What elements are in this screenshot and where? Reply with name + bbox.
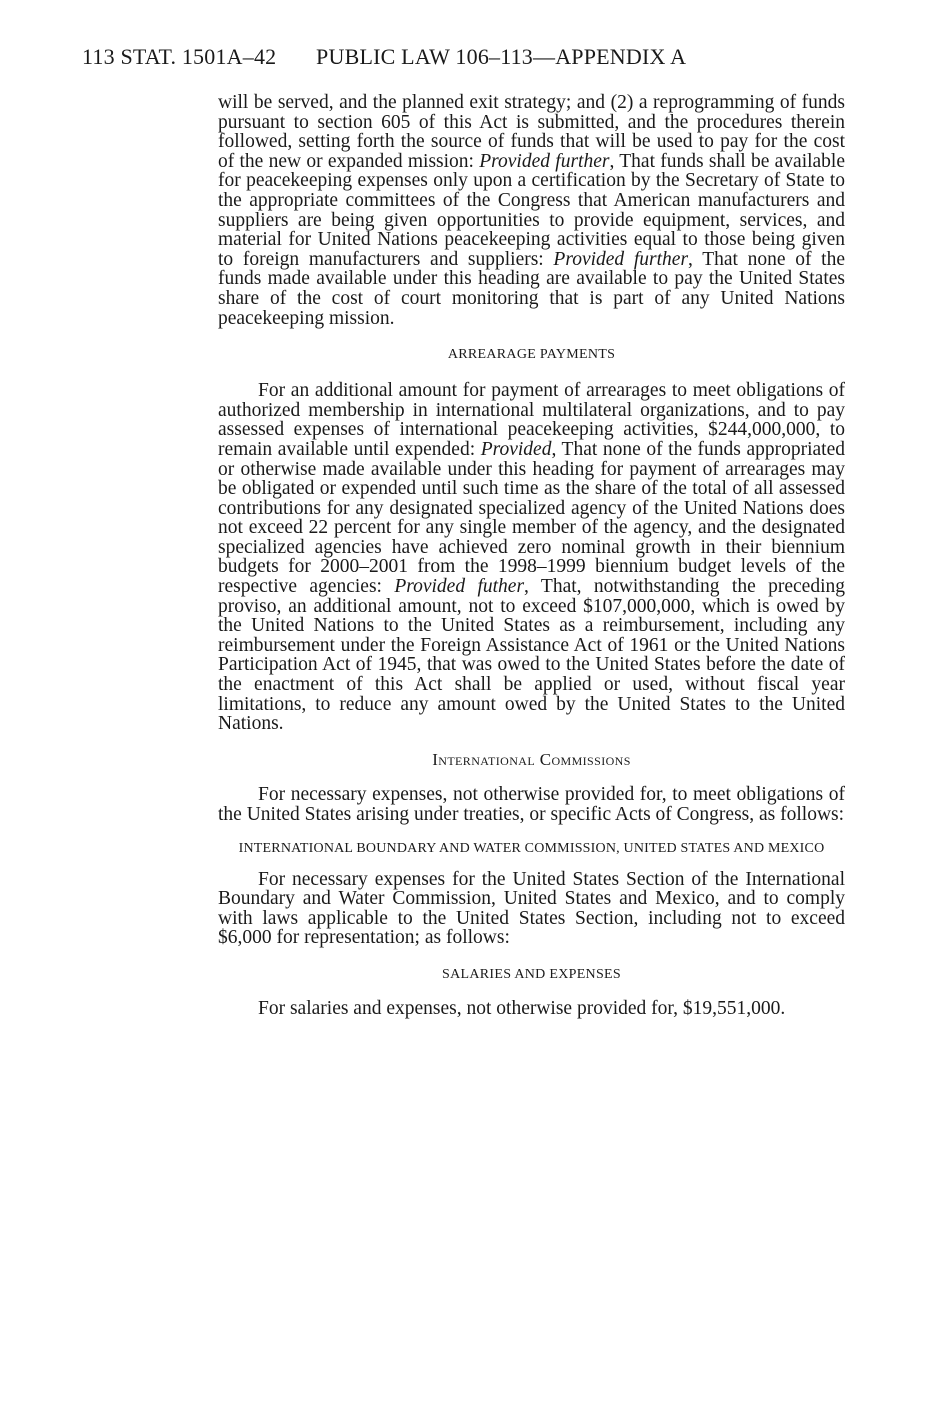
running-header bbox=[82, 44, 686, 70]
italic-run: Provided further bbox=[553, 248, 689, 270]
text-run: , That funds shall be available for peacekeeping expenses only upon a certification by the Secretary of State to the appropriate committees of the Congress that American manufacturers and suppliers are being given opportunities to provide equipment, services, and material for United Nations peacekeeping activities equal to those being given to foreign manufacturers and suppliers: bbox=[218, 150, 846, 270]
law-title: PUBLIC LAW 106–113—APPENDIX A bbox=[316, 44, 687, 69]
italic-run: Provided further bbox=[479, 150, 610, 172]
text-run: , That, notwithstanding the preceding proviso, an additional amount, not to exceed $107,000,000, which is owed by the United Nations to the United States as a reimbursement, including any reimbursement under the Foreign Assistance Act of 1961 or the United Nations Participation Act of 1945, that was owed to the United States before the date of the enactment of this Act shall be applied or used, without fiscal year limitations, to reduce any amount owed by the United States to the United Nations. bbox=[218, 576, 845, 735]
continued-paragraph bbox=[218, 93, 845, 328]
heading-international-commissions: International Commissions bbox=[432, 749, 631, 769]
heading-arrearage-payments: ARREARAGE PAYMENTS bbox=[447, 347, 616, 363]
italic-run: Provided futher bbox=[394, 576, 525, 598]
salaries-paragraph: For salaries and expenses, not otherwise provided for, $19,551,000. bbox=[258, 997, 786, 1019]
text-run: , That none of the funds appropriated or otherwise made available under this heading for payment of arrearages may be obligated or expended until such time as the share of the total of all assessed contributions for any designated specialized agency of the United Nations does not exceed 22 percent for any single member of the agency, and the designated specialized agencies have achieved zero nominal growth in their biennium budgets for 2000–2001 from the 1998–1999 biennium budget levels of the respective agencies: bbox=[218, 438, 845, 598]
text-run: will be served, and the planned exit strategy; and (2) a reprogramming of funds pursuant to section 605 of this Act is submitted, and the procedures therein followed, setting forth the source of funds that will be used to pay for the cost of the new or expanded mission: bbox=[218, 92, 845, 172]
text-run: , That none of the funds made available under this heading are available to pay the United States share of the cost of court monitoring that is part of any United Nations peacekeeping mission. bbox=[218, 248, 845, 329]
statute-citation: 113 STAT. 1501A–42 bbox=[82, 44, 277, 69]
text-run: For an additional amount for payment of arrearages to meet obligations of authorized membership in international multilateral organizations, and to pay assessed expenses of international peacekeeping activities, $244,000,000, to remain available until expended: bbox=[218, 380, 845, 460]
heading-boundary-commission: INTERNATIONAL BOUNDARY AND WATER COMMISSION, UNITED STATES AND MEXICO bbox=[238, 840, 825, 856]
commissions-paragraph: For necessary expenses, not otherwise provided for, to meet obligations of the United States arising under treaties, or specific Acts of Congress, as follows: bbox=[218, 784, 845, 825]
boundary-paragraph: For necessary expenses for the United States Section of the International Boundary and Water Commission, United States and Mexico, and to comply with laws applicable to the United States Section, including not to exceed $6,000 for representation; as follows: bbox=[218, 868, 845, 949]
italic-run: Provided bbox=[480, 438, 552, 460]
arrearage-paragraph bbox=[218, 381, 845, 734]
page-body bbox=[218, 93, 845, 1019]
heading-salaries-expenses: SALARIES AND EXPENSES bbox=[442, 966, 621, 982]
